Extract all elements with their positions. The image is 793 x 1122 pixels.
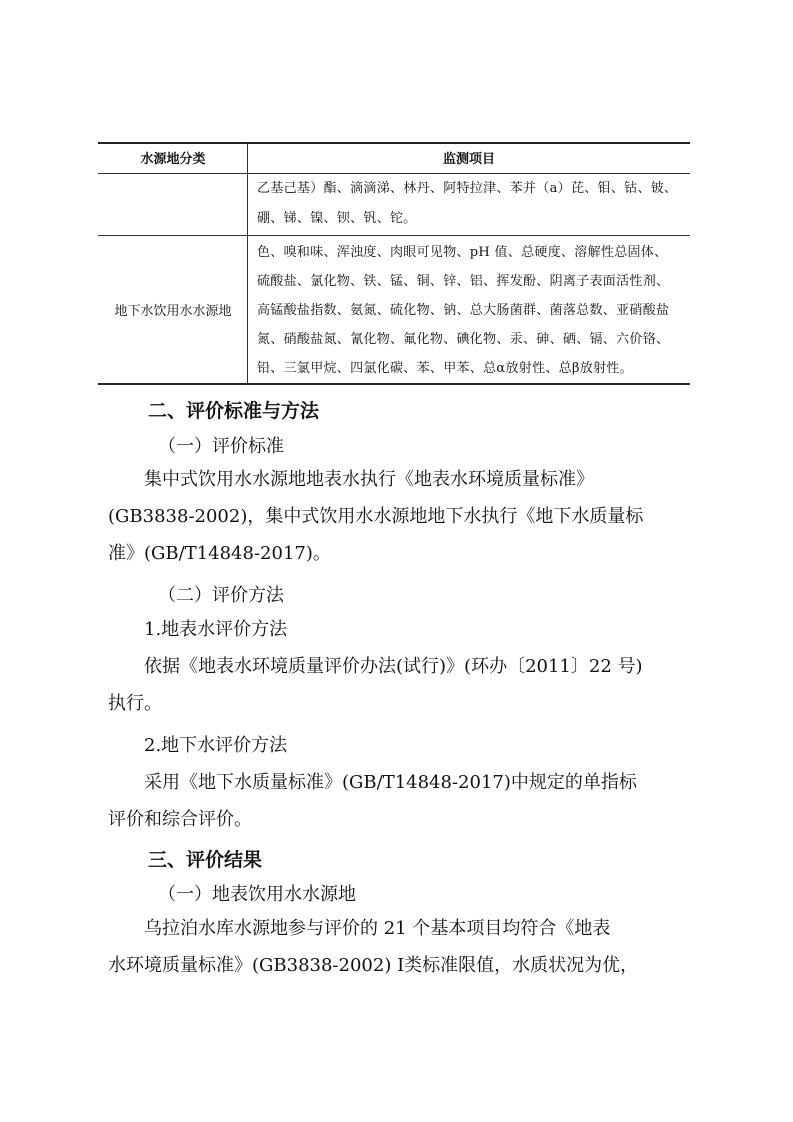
section-2-sub1-text: 集中式饮用水水源地地表水执行《地表水环境质量标准》 (GB3838-2002)，集中式饮用水水源地地下水执行《地下水质量标 准》(GB/T14848-2017)。 xyxy=(108,469,644,564)
header-category: 水源地分类 xyxy=(140,152,206,167)
section-2-item1: 1.地表水评价方法 xyxy=(144,619,288,640)
section-2-item2: 2.地下水评价方法 xyxy=(144,735,288,756)
header-items: 监测项目 xyxy=(442,152,495,167)
table-row-rule xyxy=(98,235,690,236)
section-3-sub1-text: 乌拉泊水库水源地参与评价的 21 个基本项目均符合《地表 水环境质量标准》(GB3838-2002) Ⅰ类标准限值，水质状况为优， xyxy=(108,918,639,976)
table-bottom-rule xyxy=(98,383,690,385)
continued-row-items: 乙基己基）酯、滴滴涕、林丹、阿特拉津、苯并（a）芘、钼、钴、铍、 硼、锑、镍、钡、钒、铊。 xyxy=(257,181,678,226)
section-2-item2-text: 采用《地下水质量标准》(GB/T14848-2017)中规定的单指标 评价和综合评价。 xyxy=(108,772,637,830)
table-header-rule xyxy=(98,173,690,174)
section-2-title: 二、评价标准与方法 xyxy=(148,400,320,422)
table-header xyxy=(98,146,690,174)
groundwater-items: 色、嗅和味、浑浊度、肉眼可见物、pH 值、总硬度、溶解性总固体、 硫酸盐、氯化物、铁、锰、铜、锌、铝、挥发酚、阴离子表面活性剂、 高锰酸盐指数、氨氮、硫化物、钠、总大肠菌群、菌落总数、亚硝酸盐 氮、硝酸盐氮、氰化物、氟化物、碘化物、汞、砷、硒、镉、六价铬、 铅、三氯甲烷、四氯化碳、苯、甲苯、总α放射性、总β放射性。 xyxy=(257,245,670,376)
table-top-rule xyxy=(98,142,690,144)
section-2-sub1: （一）评价标准 xyxy=(158,436,284,457)
section-3-sub1: （一）地表饮用水水源地 xyxy=(158,884,356,905)
section-3-title: 三、评价结果 xyxy=(148,849,263,871)
groundwater-category: 地下水饮用水水源地 xyxy=(114,304,232,319)
section-2-item1-text: 依据《地表水环境质量评价办法(试行)》(环办〔2011〕22 号) 执行。 xyxy=(108,656,643,714)
section-2-sub2: （二）评价方法 xyxy=(158,585,284,606)
table-column-divider xyxy=(247,142,248,384)
